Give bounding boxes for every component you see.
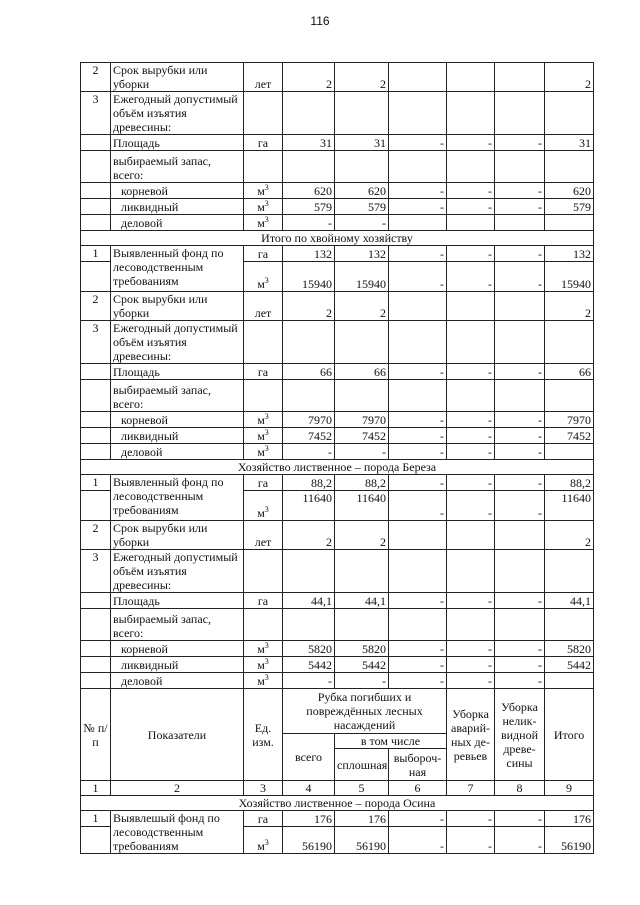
value-nonliquid: -	[495, 657, 545, 673]
value-nonliquid: -	[495, 593, 545, 609]
value-itogo: 132	[545, 246, 594, 262]
value-total: -	[283, 673, 335, 689]
table-row	[81, 215, 594, 231]
indicator-label: Ежегодный допустимый объём изъятия древесины:	[111, 550, 244, 593]
value-total: 5442	[283, 657, 335, 673]
value-selective: -	[389, 673, 447, 689]
table-row	[81, 199, 594, 215]
unit-cell: $м^3$	[244, 827, 283, 854]
value-total: 176	[283, 811, 335, 827]
value-total: 66	[283, 364, 335, 380]
table-row	[81, 475, 594, 491]
indicator-label: выбираемый запас, всего:	[111, 151, 244, 183]
header-unit: Ед. изм.	[244, 689, 283, 781]
unit-cell: $м^3$	[244, 215, 283, 231]
value-emergency: -	[447, 811, 495, 827]
value-solid: 11640	[335, 491, 389, 521]
value-selective: -	[389, 183, 447, 199]
value-solid: 2	[335, 63, 389, 92]
indicator-label: деловой	[111, 444, 244, 460]
indicator-label: ликвидный	[111, 428, 244, 444]
header-in-that: в том числе	[335, 734, 447, 749]
value-total: 579	[283, 199, 335, 215]
value-solid: 132	[335, 246, 389, 262]
value-selective: -	[389, 135, 447, 151]
value-nonliquid: -	[495, 428, 545, 444]
unit-cell: $м^3$	[244, 262, 283, 292]
header-num: № п/п	[81, 689, 111, 781]
section-title-conifer-total: Итого по хвойному хозяйству	[81, 231, 594, 246]
unit-cell: лет	[244, 63, 283, 92]
value-nonliquid: -	[495, 811, 545, 827]
value-nonliquid	[495, 63, 545, 92]
value-solid: 5442	[335, 657, 389, 673]
value-itogo: 620	[545, 183, 594, 199]
value-itogo: 44,1	[545, 593, 594, 609]
row-number: 2	[81, 292, 111, 321]
row-number: 2	[81, 63, 111, 92]
value-nonliquid: -	[495, 364, 545, 380]
indicator-label: Площадь	[111, 593, 244, 609]
value-selective: -	[389, 657, 447, 673]
value-solid: 44,1	[335, 593, 389, 609]
value-itogo: 7452	[545, 428, 594, 444]
value-selective: -	[389, 444, 447, 460]
table-row	[81, 135, 594, 151]
column-number: 7	[447, 781, 495, 796]
indicator-label: корневой	[111, 183, 244, 199]
value-emergency: -	[447, 593, 495, 609]
value-selective: -	[389, 428, 447, 444]
column-number: 8	[495, 781, 545, 796]
value-nonliquid: -	[495, 183, 545, 199]
value-itogo: 2	[545, 63, 594, 92]
column-numbers-row	[81, 781, 594, 796]
value-itogo: 11640	[545, 491, 594, 521]
value-total: 44,1	[283, 593, 335, 609]
table-row	[81, 183, 594, 199]
table-row	[81, 321, 594, 364]
value-emergency: -	[447, 657, 495, 673]
value-itogo: 15940	[545, 262, 594, 292]
value-solid: -	[335, 444, 389, 460]
value-emergency: -	[447, 183, 495, 199]
value-emergency: -	[447, 246, 495, 262]
unit-cell: $м^3$	[244, 183, 283, 199]
value-nonliquid: -	[495, 199, 545, 215]
table-row	[81, 593, 594, 609]
header-selective: выбороч-ная	[389, 749, 447, 781]
table-row	[81, 521, 594, 550]
unit-cell: $м^3$	[244, 657, 283, 673]
column-number: 1	[81, 781, 111, 796]
indicator-label: Срок вырубки или уборки	[111, 292, 244, 321]
row-number: 3	[81, 92, 111, 135]
value-nonliquid: -	[495, 491, 545, 521]
value-itogo: 7970	[545, 412, 594, 428]
indicator-label: выбираемый запас, всего:	[111, 609, 244, 641]
indicator-label: ликвидный	[111, 199, 244, 215]
value-total: 2	[283, 292, 335, 321]
value-total: 31	[283, 135, 335, 151]
value-emergency: -	[447, 475, 495, 491]
value-emergency: -	[447, 262, 495, 292]
table-row	[81, 380, 594, 412]
value-selective: -	[389, 491, 447, 521]
value-selective: -	[389, 364, 447, 380]
column-number: 6	[389, 781, 447, 796]
row-number: 1	[81, 811, 111, 827]
section-title-birch: Хозяйство лиственное – порода Береза	[81, 460, 594, 475]
value-total: 7970	[283, 412, 335, 428]
value-total: 88,2	[283, 475, 335, 491]
column-number: 9	[545, 781, 594, 796]
header-itogo: Итого	[545, 689, 594, 781]
value-solid: 2	[335, 521, 389, 550]
value-emergency: -	[447, 364, 495, 380]
indicator-label: Выявлешый фонд по лесоводственным требованиям	[111, 811, 244, 854]
indicator-label: Срок вырубки или уборки	[111, 521, 244, 550]
value-solid: 620	[335, 183, 389, 199]
header-indicators: Показатели	[111, 689, 244, 781]
table-row	[81, 412, 594, 428]
section-title-aspen: Хозяйство лиственное – порода Осина	[81, 796, 594, 811]
column-number: 3	[244, 781, 283, 796]
value-nonliquid: -	[495, 444, 545, 460]
table-row	[81, 63, 594, 92]
table-row	[81, 609, 594, 641]
value-total: 132	[283, 246, 335, 262]
indicator-label: Ежегодный допустимый объём изъятия древесины:	[111, 321, 244, 364]
indicator-label: Срок вырубки или уборки	[111, 63, 244, 92]
indicator-label: ликвидный	[111, 657, 244, 673]
value-total: -	[283, 215, 335, 231]
value-total: 56190	[283, 827, 335, 854]
table-row	[81, 151, 594, 183]
indicator-label: выбираемый запас, всего:	[111, 380, 244, 412]
column-number: 5	[335, 781, 389, 796]
value-nonliquid: -	[495, 262, 545, 292]
value-total: 15940	[283, 262, 335, 292]
header-solid: сплошная	[335, 749, 389, 781]
value-total: 2	[283, 521, 335, 550]
value-emergency: -	[447, 428, 495, 444]
value-solid: 66	[335, 364, 389, 380]
indicator-label: Ежегодный допустимый объём изъятия древесины:	[111, 92, 244, 135]
value-total: -	[283, 444, 335, 460]
column-number: 4	[283, 781, 335, 796]
indicator-label: корневой	[111, 641, 244, 657]
value-solid: 7970	[335, 412, 389, 428]
value-solid: -	[335, 673, 389, 689]
table-row	[81, 364, 594, 380]
value-emergency: -	[447, 673, 495, 689]
value-selective: -	[389, 199, 447, 215]
indicator-label: Площадь	[111, 135, 244, 151]
page-number: 116	[310, 14, 330, 28]
value-selective: -	[389, 641, 447, 657]
value-selective: -	[389, 827, 447, 854]
row-number: 3	[81, 550, 111, 593]
value-solid: 2	[335, 292, 389, 321]
value-selective	[389, 63, 447, 92]
value-itogo: 5442	[545, 657, 594, 673]
value-selective: -	[389, 262, 447, 292]
value-nonliquid: -	[495, 246, 545, 262]
value-emergency: -	[447, 827, 495, 854]
value-itogo: 56190	[545, 827, 594, 854]
value-nonliquid: -	[495, 827, 545, 854]
indicator-label: Выявленный фонд по лесоводственным требованиям	[111, 246, 244, 292]
value-solid: 176	[335, 811, 389, 827]
value-nonliquid: -	[495, 673, 545, 689]
indicator-label: корневой	[111, 412, 244, 428]
value-total: 620	[283, 183, 335, 199]
value-total: 7452	[283, 428, 335, 444]
row-number: 2	[81, 521, 111, 550]
value-solid: 5820	[335, 641, 389, 657]
unit-cell: $м^3$	[244, 491, 283, 521]
table-row	[81, 92, 594, 135]
indicator-label: Выявленный фонд по лесоводственным требованиям	[111, 475, 244, 521]
value-selective: -	[389, 593, 447, 609]
unit-cell: $м^3$	[244, 673, 283, 689]
unit-cell: $м^3$	[244, 641, 283, 657]
value-emergency: -	[447, 491, 495, 521]
unit-cell: лет	[244, 521, 283, 550]
value-solid: 88,2	[335, 475, 389, 491]
value-itogo: 2	[545, 292, 594, 321]
value-emergency: -	[447, 641, 495, 657]
value-selective: -	[389, 475, 447, 491]
table-row	[81, 657, 594, 673]
table-row	[81, 673, 594, 689]
column-number: 2	[111, 781, 244, 796]
indicator-label: деловой	[111, 673, 244, 689]
table-row	[81, 641, 594, 657]
unit-cell: га	[244, 593, 283, 609]
unit-cell: $м^3$	[244, 199, 283, 215]
unit-cell: га	[244, 246, 283, 262]
unit-cell: га	[244, 811, 283, 827]
indicator-label: Площадь	[111, 364, 244, 380]
value-nonliquid: -	[495, 475, 545, 491]
value-solid: 56190	[335, 827, 389, 854]
value-itogo: 176	[545, 811, 594, 827]
value-solid: 31	[335, 135, 389, 151]
header-emergency: Уборка аварий-ных де-ревьев	[447, 689, 495, 781]
value-itogo: 88,2	[545, 475, 594, 491]
header-felling: Рубка погибших и повреждённых лесных насаждений	[283, 689, 447, 734]
value-emergency: -	[447, 412, 495, 428]
value-solid: -	[335, 215, 389, 231]
value-solid: 15940	[335, 262, 389, 292]
value-emergency: -	[447, 199, 495, 215]
table-row	[81, 292, 594, 321]
value-itogo: 66	[545, 364, 594, 380]
table-row	[81, 428, 594, 444]
row-number: 1	[81, 475, 111, 491]
value-itogo: 31	[545, 135, 594, 151]
value-selective: -	[389, 811, 447, 827]
value-selective: -	[389, 246, 447, 262]
unit-cell: га	[244, 135, 283, 151]
value-total: 11640	[283, 491, 335, 521]
value-solid: 7452	[335, 428, 389, 444]
value-selective: -	[389, 412, 447, 428]
value-emergency	[447, 63, 495, 92]
value-nonliquid: -	[495, 412, 545, 428]
value-itogo: 2	[545, 521, 594, 550]
value-nonliquid: -	[495, 641, 545, 657]
value-solid: 579	[335, 199, 389, 215]
value-total: 5820	[283, 641, 335, 657]
header-total: всего	[283, 734, 335, 781]
value-total: 2	[283, 63, 335, 92]
value-emergency: -	[447, 135, 495, 151]
unit-cell: $м^3$	[244, 412, 283, 428]
felling-volume-table	[80, 62, 594, 854]
unit-cell: га	[244, 475, 283, 491]
value-itogo: 5820	[545, 641, 594, 657]
value-nonliquid: -	[495, 135, 545, 151]
header-nonliquid: Уборка нелик-видной древе-сины	[495, 689, 545, 781]
indicator-label: деловой	[111, 215, 244, 231]
unit-cell: га	[244, 364, 283, 380]
unit-cell: лет	[244, 292, 283, 321]
table-row	[81, 246, 594, 262]
value-itogo: 579	[545, 199, 594, 215]
table-row	[81, 444, 594, 460]
table-row	[81, 811, 594, 827]
unit-cell: $м^3$	[244, 444, 283, 460]
row-number: 1	[81, 246, 111, 262]
table-row	[81, 550, 594, 593]
row-number: 3	[81, 321, 111, 364]
unit-cell: $м^3$	[244, 428, 283, 444]
value-emergency: -	[447, 444, 495, 460]
